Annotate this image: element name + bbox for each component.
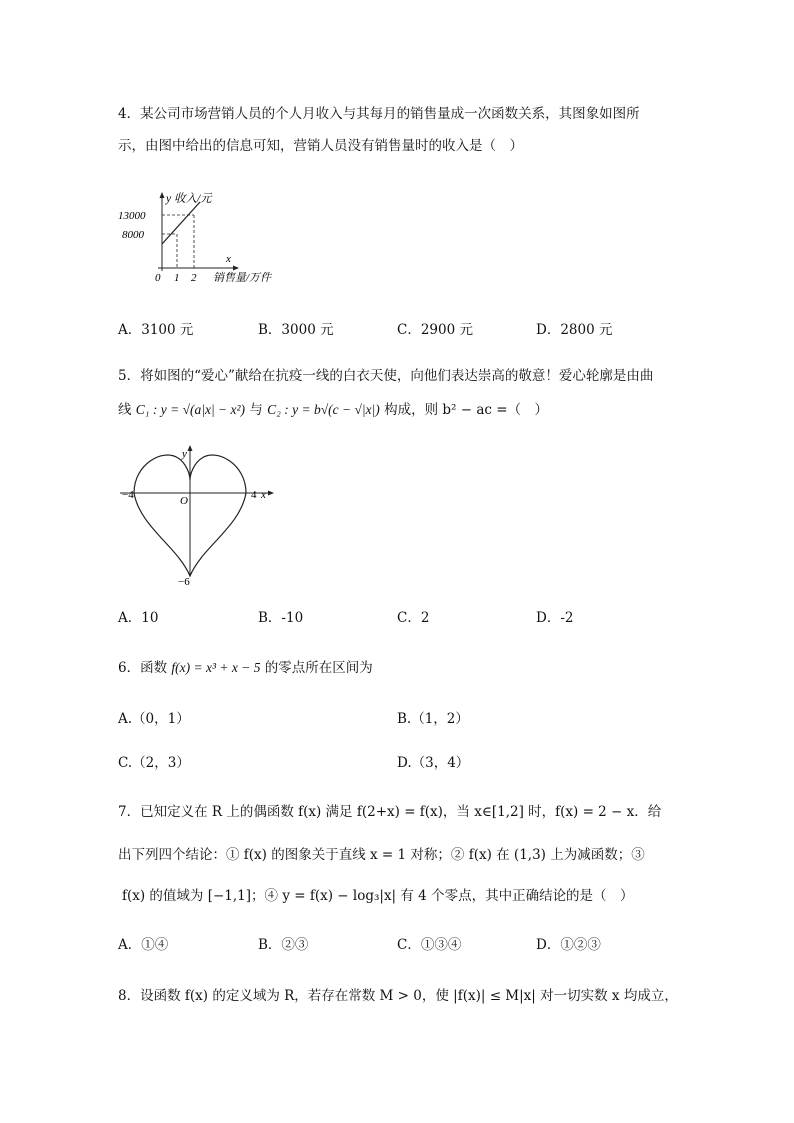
q4-y-arrow bbox=[160, 192, 165, 198]
q5-graph bbox=[118, 442, 283, 587]
q4-tick-13000: 13000 bbox=[118, 210, 146, 222]
q4-x-arrow bbox=[233, 266, 239, 271]
q7-option-c[interactable]: C．①③④ bbox=[397, 937, 462, 953]
q4-option-a[interactable]: A．3100 元 bbox=[118, 322, 194, 338]
q5-line1: 5．将如图的“爱心”献给在抗疫一线的白衣天使，向他们表达崇高的敬意！爱心轮廓是由曲 bbox=[118, 368, 654, 384]
q5-curve-c1: C₁ : y = √(a|x| − x²) bbox=[135, 402, 246, 417]
q5-option-d[interactable]: D．-2 bbox=[536, 610, 574, 626]
q4-option-d[interactable]: D．2800 元 bbox=[536, 322, 613, 338]
q4-tick-1: 1 bbox=[174, 272, 180, 283]
q4-x-label: x bbox=[226, 253, 231, 265]
q5-x-label: x bbox=[261, 489, 266, 501]
q6-line1 bbox=[118, 656, 373, 676]
q7-line2: 出下列四个结论：① f(x) 的图象关于直线 x = 1 对称；② f(x) 在 (1,3) 上为减函数；③ bbox=[118, 847, 645, 863]
q7-line3: f(x) 的值域为 [−1,1]；④ y = f(x) − log₃|x| 有 4 个零点，其中正确结论的是（ ） bbox=[122, 888, 634, 904]
q7-line1: 7．已知定义在 R 上的偶函数 f(x) 满足 f(2+x) = f(x)，当 x∈[1,2] 时，f(x) = 2 − x．给 bbox=[118, 804, 662, 820]
q6-option-b[interactable]: B.（1，2） bbox=[397, 711, 469, 727]
q5-label-right: 4 bbox=[251, 489, 257, 501]
q4-line1: 4．某公司市场营销人员的个人月收入与其每月的销售量成一次函数关系，其图象如图所 bbox=[118, 106, 640, 122]
q5-option-b[interactable]: B．-10 bbox=[258, 610, 304, 626]
q4-tick-2: 2 bbox=[191, 272, 197, 283]
q5-y-label: y bbox=[182, 448, 187, 460]
q5-line2-suffix: 构成，则 b² − ac =（ ） bbox=[384, 402, 549, 418]
q6-option-d[interactable]: D.（3，4） bbox=[397, 755, 470, 771]
q5-curve-c2: C₂ : y = b√(c − √|x|) bbox=[267, 402, 380, 417]
q4-tick-8000: 8000 bbox=[122, 229, 144, 241]
q4-x-unit: 销售量/万件 bbox=[213, 272, 272, 283]
q5-line2 bbox=[118, 398, 548, 418]
q5-line2-mid: 与 bbox=[249, 402, 263, 418]
q4-y-label: y 收入/元 bbox=[166, 193, 212, 205]
q6-option-c[interactable]: C.（2，3） bbox=[118, 755, 190, 771]
q5-origin-label: O bbox=[180, 495, 188, 507]
q6-option-a[interactable]: A.（0，1） bbox=[118, 711, 190, 727]
q8-line1: 8．设函数 f(x) 的定义域为 R，若存在常数 M > 0，使 |f(x)| ≤ M|x| 对一切实数 x 均成立， bbox=[118, 988, 678, 1004]
q6-prefix: 6．函数 bbox=[118, 660, 168, 676]
q5-option-c[interactable]: C．2 bbox=[397, 610, 430, 626]
q7-option-d[interactable]: D．①②③ bbox=[536, 937, 601, 953]
q4-tick-0: 0 bbox=[155, 272, 161, 283]
q6-suffix: 的零点所在区间为 bbox=[264, 660, 373, 676]
q6-function: f(x) = x³ + x − 5 bbox=[171, 660, 261, 675]
q4-line2: 示，由图中给出的信息可知，营销人员没有销售量时的收入是（ ） bbox=[118, 138, 523, 154]
q4-option-c[interactable]: C．2900 元 bbox=[397, 322, 473, 338]
q7-option-a[interactable]: A．①④ bbox=[118, 937, 169, 953]
q5-label-bottom: −6 bbox=[178, 576, 190, 587]
q5-option-a[interactable]: A．10 bbox=[118, 610, 159, 626]
q5-line2-prefix: 线 bbox=[118, 402, 132, 418]
q5-x-arrow bbox=[268, 491, 274, 496]
q5-label-left: −4 bbox=[122, 489, 134, 501]
q4-graph bbox=[118, 188, 298, 283]
q7-option-b[interactable]: B．②③ bbox=[258, 937, 309, 953]
q4-option-b[interactable]: B．3000 元 bbox=[258, 322, 334, 338]
q5-y-arrow bbox=[188, 445, 193, 451]
